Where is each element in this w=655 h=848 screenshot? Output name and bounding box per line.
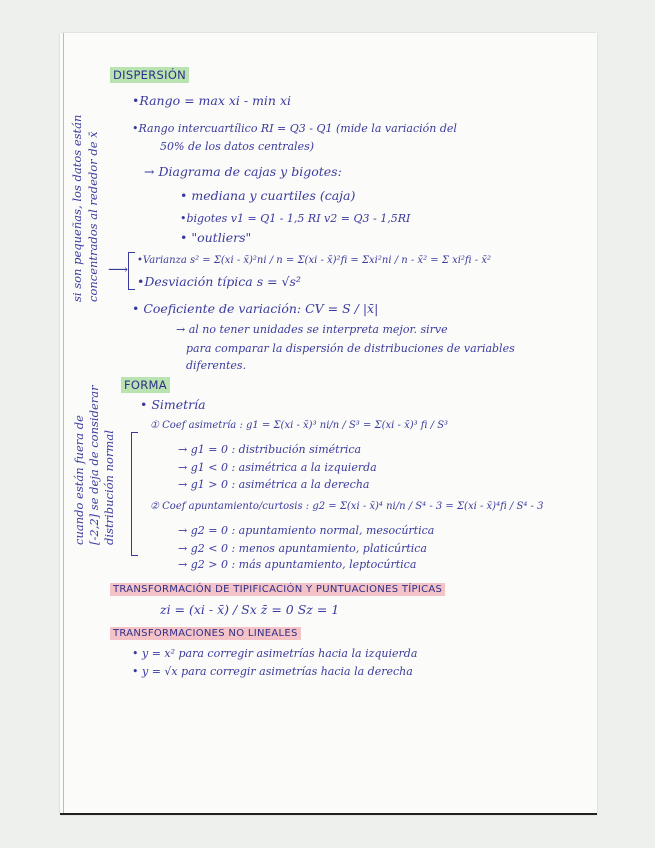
- skewness-zero: → g1 = 0 : distribución simétrica: [178, 443, 362, 456]
- interquartile-range-continuation: 50% de los datos centrales): [160, 140, 315, 153]
- side-note-form-2: [-2,2] se deja de considerar: [87, 385, 101, 545]
- side-note-spread-2: concentrados al rededor de x̄: [86, 131, 100, 302]
- coefficient-note-1: → al no tener unidades se interpreta mejor. sirve: [176, 323, 448, 336]
- side-note-form-3: distribución normal: [102, 430, 116, 545]
- sqrt-transform-line: • y = √x para corregir asimetrías hacia la derecha: [132, 665, 413, 678]
- page-margin-line: [63, 33, 64, 813]
- interquartile-range-line: •Rango intercuartílico RI = Q3 - Q1 (mide la variación del: [132, 122, 457, 135]
- kurtosis-formula: ② Coef apuntamiento/curtosis : g2 = Σ(xi - x̄)⁴ ni/n / S⁴ - 3 = Σ(xi - x̄)⁴fi / S⁴ - 3: [150, 501, 544, 512]
- dispersion-heading: DISPERSIÓN: [110, 67, 189, 83]
- variance-bracket: [128, 252, 135, 290]
- median-quartiles-line: • mediana y cuartiles (caja): [180, 188, 356, 203]
- range-line: •Rango = max xi - min xi: [132, 93, 291, 108]
- std-deviation-line: •Desviación típica s = √s²: [137, 274, 301, 289]
- box-plot-line: → Diagrama de cajas y bigotes:: [144, 164, 342, 179]
- shape-bracket: [131, 432, 138, 556]
- kurtosis-positive: → g2 > 0 : más apuntamiento, leptocúrtica: [178, 558, 417, 571]
- variance-line: •Varianza s² = Σ(xi - x̄)²ni / n = Σ(xi - x̄)²fi = Σxi²ni / n - x̄² = Σ xi²fi - x̄²: [137, 255, 491, 266]
- nonlinear-heading: TRANSFORMACIONES NO LINEALES: [110, 627, 301, 640]
- standardization-formula: zi = (xi - x̄) / Sx z̄ = 0 Sz = 1: [160, 602, 340, 617]
- side-note-form-1: cuando están fuera de: [72, 415, 86, 545]
- skewness-negative: → g1 < 0 : asimétrica a la izquierda: [178, 461, 377, 474]
- kurtosis-zero: → g2 = 0 : apuntamiento normal, mesocúrtica: [178, 524, 435, 537]
- coefficient-note-2: para comparar la dispersión de distribuciones de variables: [186, 342, 515, 355]
- coefficient-note-3: diferentes.: [186, 359, 247, 372]
- forma-heading: FORMA: [121, 377, 170, 393]
- side-note-spread-1: si son pequeñas, los datos están: [70, 114, 84, 302]
- arrow-icon: ⟶: [108, 262, 129, 278]
- coefficient-variation-line: • Coeficiente de variación: CV = S / |x̄|: [132, 301, 379, 316]
- standardization-heading: TRANSFORMACIÓN DE TIPIFICACIÓN Y PUNTUACIONES TÍPICAS: [110, 583, 445, 596]
- symmetry-line: • Simetría: [140, 397, 206, 412]
- whiskers-line: •bigotes v1 = Q1 - 1,5 RI v2 = Q3 - 1,5RI: [180, 212, 411, 225]
- kurtosis-negative: → g2 < 0 : menos apuntamiento, platicúrtica: [178, 542, 427, 555]
- square-transform-line: • y = x² para corregir asimetrías hacia la izquierda: [132, 647, 418, 660]
- skewness-formula: ① Coef asimetría : g1 = Σ(xi - x̄)³ ni/n / S³ = Σ(xi - x̄)³ fi / S³: [150, 420, 449, 431]
- outliers-line: • "outliers": [180, 230, 252, 245]
- skewness-positive: → g1 > 0 : asimétrica a la derecha: [178, 478, 370, 491]
